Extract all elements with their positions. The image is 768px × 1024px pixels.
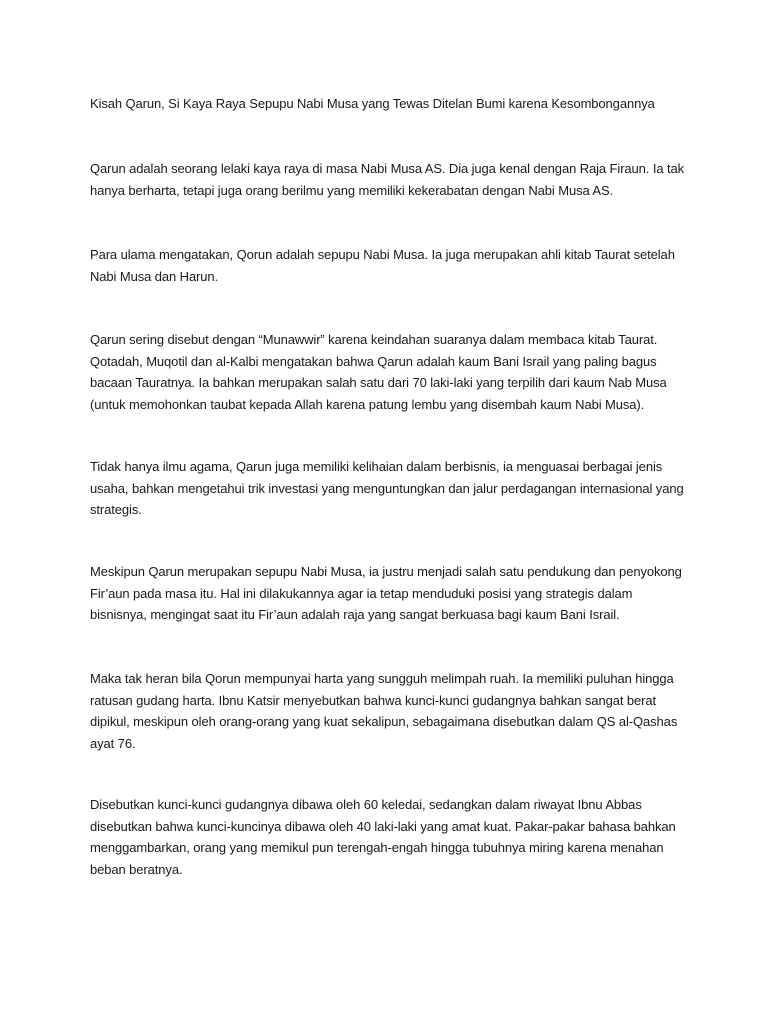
document-title: Kisah Qarun, Si Kaya Raya Sepupu Nabi Musa yang Tewas Ditelan Bumi karena Kesombongannya [90, 96, 655, 111]
paragraph: Meskipun Qarun merupakan sepupu Nabi Musa, ia justru menjadi salah satu pendukung dan penyokong Fir’aun pada masa itu. Hal ini dilakukannya agar ia tetap menduduki posisi yang strategis dalam bisnisnya, mengingat saat itu Fir’aun adalah raja yang sangat berkuasa bagi kaum Bani Israil. [90, 564, 682, 622]
paragraph: Qarun adalah seorang lelaki kaya raya di masa Nabi Musa AS. Dia juga kenal dengan Raja Firaun. Ia tak hanya berharta, tetapi juga orang berilmu yang memiliki kekerabatan dengan Nabi Musa AS. [90, 161, 685, 198]
paragraph: Maka tak heran bila Qorun mempunyai harta yang sungguh melimpah ruah. Ia memiliki puluhan hingga ratusan gudang harta. Ibnu Katsir menyebutkan bahwa kunci-kunci gudangnya bahkan sangat berat dipikul, meskipun oleh orang-orang yang kuat sekalipun, sebagaimana disebutkan dalam QS al-Qashas ayat 76. [90, 671, 678, 751]
paragraph: Para ulama mengatakan, Qorun adalah sepupu Nabi Musa. Ia juga merupakan ahli kitab Taurat setelah Nabi Musa dan Harun. [90, 247, 675, 284]
paragraph: Disebutkan kunci-kunci gudangnya dibawa oleh 60 keledai, sedangkan dalam riwayat Ibnu Abbas disebutkan bahwa kunci-kuncinya dibawa oleh 40 laki-laki yang amat kuat. Pakar-pakar bahasa bahkan menggambarkan, orang yang memikul pun terengah-engah hingga tubuhnya miring karena menahan beban beratnya. [90, 797, 676, 877]
paragraph: Tidak hanya ilmu agama, Qarun juga memiliki kelihaian dalam berbisnis, ia menguasai berbagai jenis usaha, bahkan mengetahui trik investasi yang menguntungkan dan jalur perdagangan internasional yang strategis. [90, 459, 684, 517]
paragraph: Qarun sering disebut dengan “Munawwir” karena keindahan suaranya dalam membaca kitab Taurat. Qotadah, Muqotil dan al-Kalbi mengatakan bahwa Qarun adalah kaum Bani Israil yang paling bagus bacaan Tauratnya. Ia bahkan merupakan salah satu dari 70 laki-laki yang terpilih dari kaum Nab Musa (untuk memohonkan taubat kepada Allah karena patung lembu yang disembah kaum Nabi Musa). [90, 332, 667, 412]
